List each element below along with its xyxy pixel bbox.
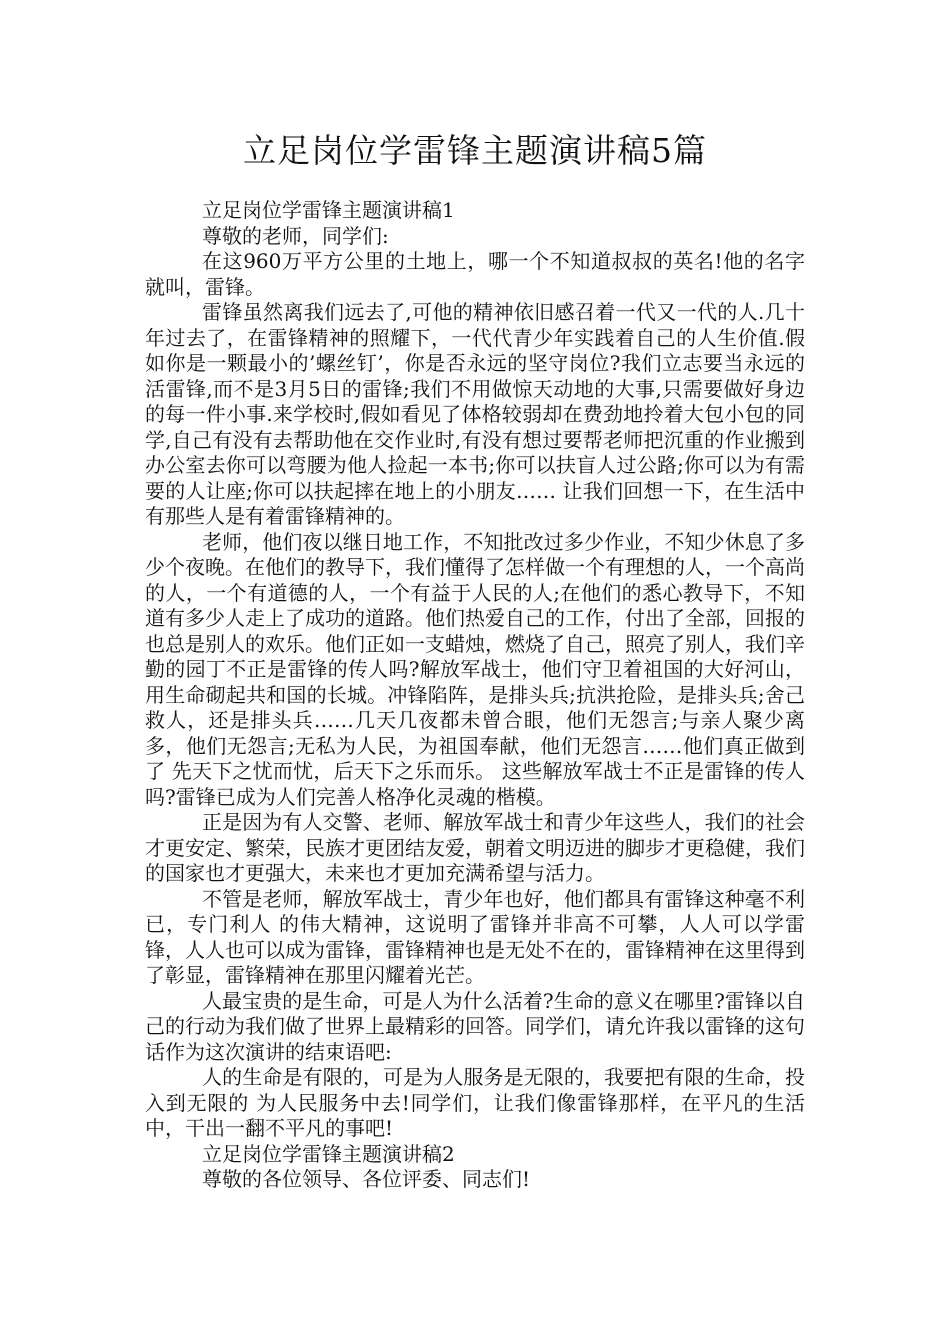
salutation: 尊敬的各位领导、各位评委、同志们! (202, 1167, 531, 1191)
paragraph: 正是因为有人交警、老师、解放军战士和青少年这些人，我们的社会才更安定、繁荣，民族才更团结友爱，朝着文明迈进的脚步才更稳健，我们的国家也才更强大，未来也才更加充满希望与活力。 (145, 810, 805, 885)
paragraph: 人最宝贵的是生命，可是人为什么活着?生命的意义在哪里?雷锋以自己的行动为我们做了世界上最精彩的回答。同学们，请允许我以雷锋的这句话作为这次演讲的结束语吧: (145, 988, 805, 1064)
paragraph: 老师，他们夜以继日地工作，不知批改过多少作业，不知少休息了多少个夜晚。在他们的教导下，我们懂得了怎样做一个有理想的人，一个高尚的人，一个有道德的人，一个有益于人民的人;在他们的悉心教导下，不知道有多少人走上了成功的道路。他们热爱自己的工作，付出了全部，回报的也总是别人的欢乐。他们正如一支蜡烛，燃烧了自己，照亮了别人，我们辛勤的园丁不正是雷锋的传人吗?解放军战士，他们守卫着祖国的大好河山，用生命砌起共和国的长城。冲锋陷阵，是排头兵;抗洪抢险，是排头兵;舍己救人，还是排头兵……几天几夜都未曾合眼，他们无怨言;与亲人聚少离多，他们无怨言;无私为人民，为祖国奉献，他们无怨言……他们真正做到了 先天下之忧而忧，后天下之乐而乐。 这些解放军战士不正是雷锋的传人吗?雷锋已成为人们完善人格净化灵魂的楷模。 (145, 529, 805, 809)
document-title: 立足岗位学雷锋主题演讲稿5篇 (243, 131, 707, 170)
section-heading-2: 立足岗位学雷锋主题演讲稿2 (202, 1141, 455, 1166)
paragraph: 在这960万平方公里的土地上，哪一个不知道叔叔的英名!他的名字就叫，雷锋。 (145, 249, 805, 299)
section-heading-1: 立足岗位学雷锋主题演讲稿1 (202, 198, 455, 222)
salutation: 尊敬的老师，同学们: (202, 223, 389, 248)
paragraph: 雷锋虽然离我们远去了,可他的精神依旧感召着一代又一代的人.几十年过去了，在雷锋精神的照耀下，一代代青少年实践着自己的人生价值.假如你是一颗最小的’螺丝钉’，你是否永远的坚守岗位?我们立志要当永远的活雷锋,而不是3月5日的雷锋;我们不用做惊天动地的大事,只需要做好身边的每一件小事.来学校时,假如看见了体格较弱却在费劲地拎着大包小包的同学,自己有没有去帮助他在交作业时,有没有想过要帮老师把沉重的作业搬到办公室去你可以弯腰为他人捡起一本书;你可以扶盲人过公路;你可以为有需要的人让座;你可以扶起摔在地上的小朋友…… 让我们回想一下，在生活中有那些人是有着雷锋精神的。 (145, 300, 805, 528)
document-body (145, 198, 805, 1193)
paragraph: 不管是老师，解放军战士，青少年也好，他们都具有雷锋这种毫不利已，专门利人 的伟大精神，这说明了雷锋并非高不可攀，人人可以学雷锋，人人也可以成为雷锋，雷锋精神也是无处不在的，雷锋精神在这里得到了彰显，雷锋精神在那里闪耀着光芒。 (145, 886, 805, 987)
paragraph: 人的生命是有限的，可是为人服务是无限的，我要把有限的生命，投入到无限的 为人民服务中去!同学们，让我们像雷锋那样，在平凡的生活中，干出一翻不平凡的事吧! (145, 1065, 805, 1140)
